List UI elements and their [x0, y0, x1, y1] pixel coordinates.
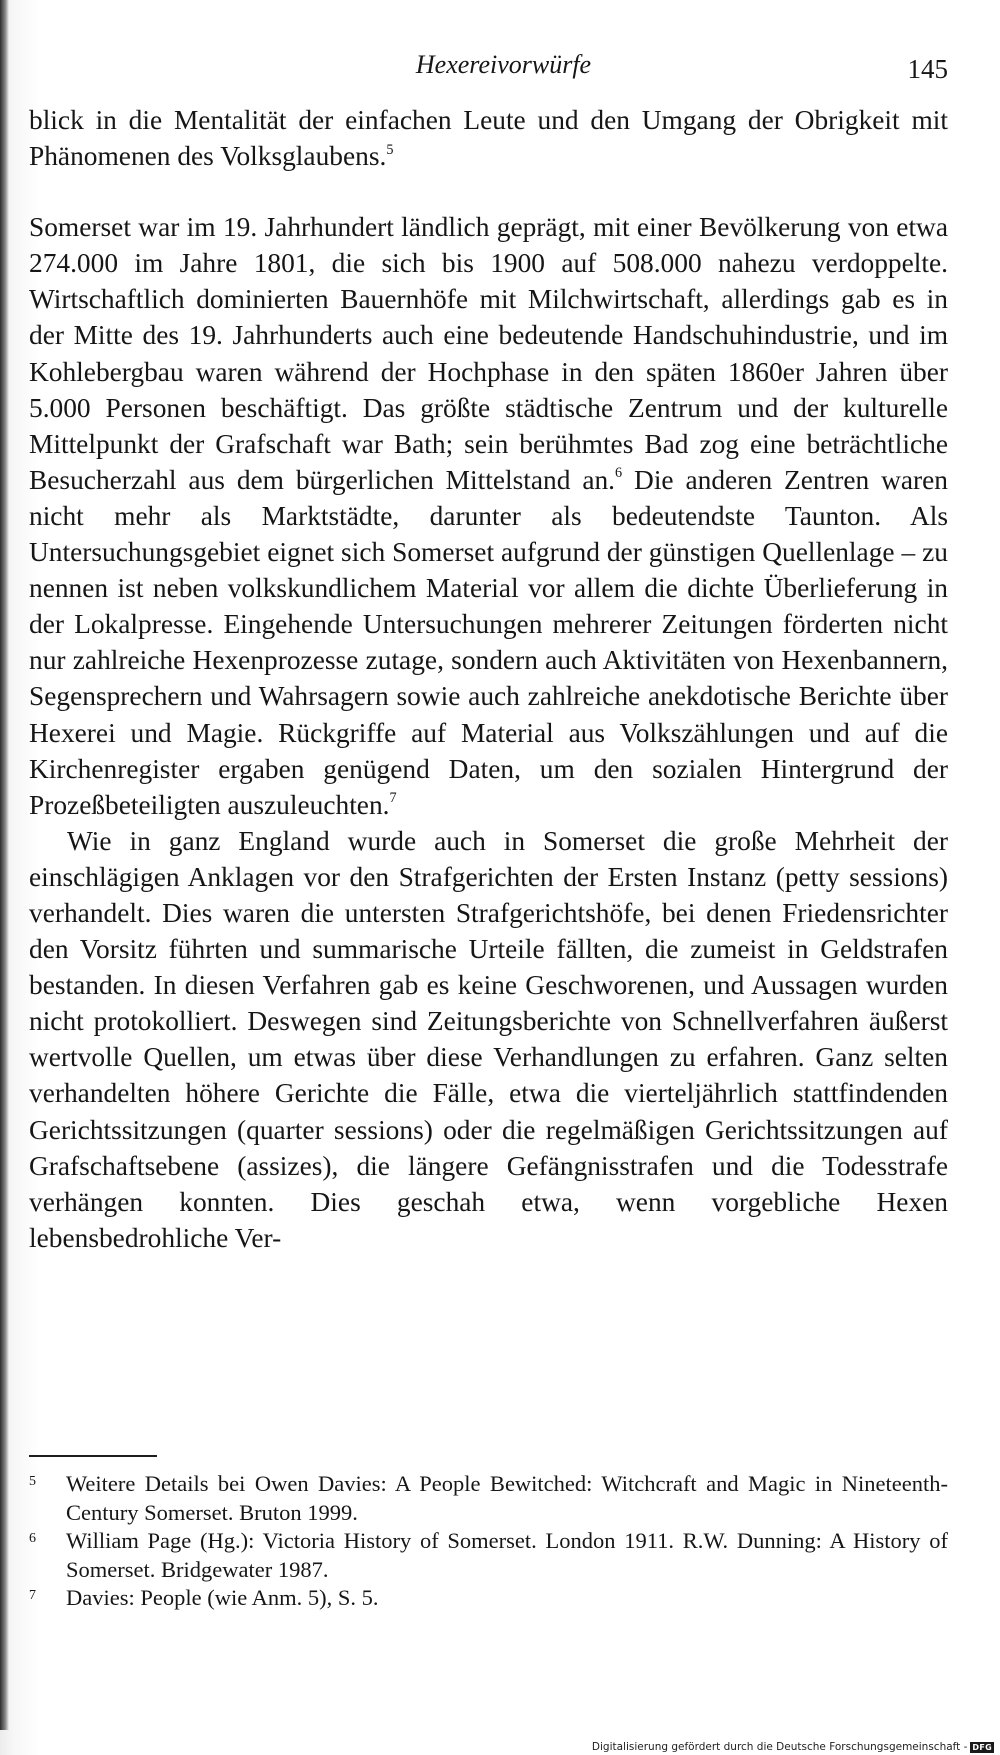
digitization-credit-text: Digitalisierung gefördert durch die Deutsche Forschungsgemeinschaft -: [591, 1741, 968, 1753]
book-spine-shadow: [0, 0, 9, 1730]
paragraph-1-text: blick in die Mentalität der einfachen Leute und den Umgang der Obrigkeit mit Phänomenen des Volksglaubens.: [29, 105, 948, 172]
running-title: Hexereivorwürfe: [415, 50, 592, 79]
footnote-ref-5: 5: [386, 141, 394, 158]
paragraph-3: [29, 823, 948, 1256]
footnotes: [29, 1470, 948, 1613]
paragraph-2: [29, 209, 948, 823]
footnote-mark: 5: [29, 1474, 36, 1489]
footnote-ref-7: 7: [389, 790, 397, 807]
page-header: [29, 50, 948, 90]
paragraph-1: [29, 102, 948, 174]
footnote-separator: [29, 1455, 157, 1457]
footnote-7: [29, 1584, 948, 1613]
footnote-mark: 6: [29, 1531, 36, 1546]
footnote-6: [29, 1527, 948, 1584]
paragraph-3-text: Wie in ganz England wurde auch in Somerset die große Mehrheit der einschlägigen Anklagen vor den Strafgerichten der Ersten Instanz (petty sessions) verhandelt. Dies waren die untersten Strafgerichtshöfe, bei denen Friedensrichter den Vorsitz führten und summarische Urteile fällten, die zumeist in Geldstrafen bestanden. In diesen Verfahren gab es keine Geschworenen, und Aussagen wurden nicht protokolliert. Deswegen sind Zeitungsberichte von Schnellverfahren äußerst wertvolle Quellen, um etwas über diese Verhandlungen zu erfahren. Ganz selten verhandelten höhere Gerichte die Fälle, etwa die vierteljährlich stattfindenden Gerichtssitzungen (quarter sessions) oder die regelmäßigen Gerichtssitzungen auf Grafschaftsebene (assizes), die längere Gefängnisstrafen und die Todesstrafe verhängen konnten. Dies geschah etwa, wenn vorgebliche Hexen lebensbedrohliche Ver-: [29, 825, 948, 1253]
footnote-text: Weitere Details bei Owen Davies: A People Bewitched: Witchcraft and Magic in Nineteenth-Century Somerset. Bruton 1999.: [66, 1471, 948, 1525]
footnote-text: Davies: People (wie Anm. 5), S. 5.: [66, 1585, 379, 1610]
paragraph-2-text-b: Die anderen Zentren waren nicht mehr als Marktstädte, darunter als bedeutendste Taunton. Als Untersuchungsgebiet eignet sich Somerset aufgrund der günstigen Quellenlage – zu nennen ist neben volkskundlichem Material vor allem die dichte Überlieferung in der Lokalpresse. Eingehende Untersuchungen mehrerer Zeitungen förderten nicht nur zahlreiche Hexenprozesse zutage, sondern auch Aktivitäten von Hexenbannern, Segensprechern und Wahrsagern sowie auch zahlreiche anekdotische Berichte über Hexerei und Magie. Rückgriffe auf Material aus Volkszählungen und auf die Kirchenregister ergaben genügend Daten, um den sozialen Hintergrund der Prozeßbeteiligten auszuleuchten.: [29, 464, 949, 820]
digitization-credit: [592, 1741, 994, 1753]
footnote-5: [29, 1470, 948, 1527]
footnote-text: William Page (Hg.): Victoria History of Somerset. London 1911. R.W. Dunning: A History of Somerset. Bridgewater 1987.: [66, 1528, 948, 1582]
footnote-mark: 7: [29, 1588, 36, 1603]
body-text: [29, 102, 948, 1256]
dfg-logo-icon: DFG: [972, 1742, 992, 1752]
footnote-ref-6: 6: [615, 465, 623, 482]
page-number: 145: [907, 54, 948, 84]
paragraph-2-text-a: Somerset war im 19. Jahrhundert ländlich geprägt, mit einer Bevölkerung von etwa 274.000 im Jahre 1801, die sich bis 1900 auf 508.000 nahezu verdoppelte. Wirtschaftlich dominierten Bauernhöfe mit Milchwirtschaft, allerdings gab es in der Mitte des 19. Jahrhunderts auch eine bedeutende Handschuhindustrie, und im Kohlebergbau waren während der Hochphase in den späten 1860er Jahren über 5.000 Personen beschäftigt. Das größte städtische Zentrum und der kulturelle Mittelpunkt der Grafschaft war Bath; sein berühmtes Bad zog eine beträchtliche Besucherzahl aus dem bürgerlichen Mittelstand an.: [29, 212, 948, 495]
